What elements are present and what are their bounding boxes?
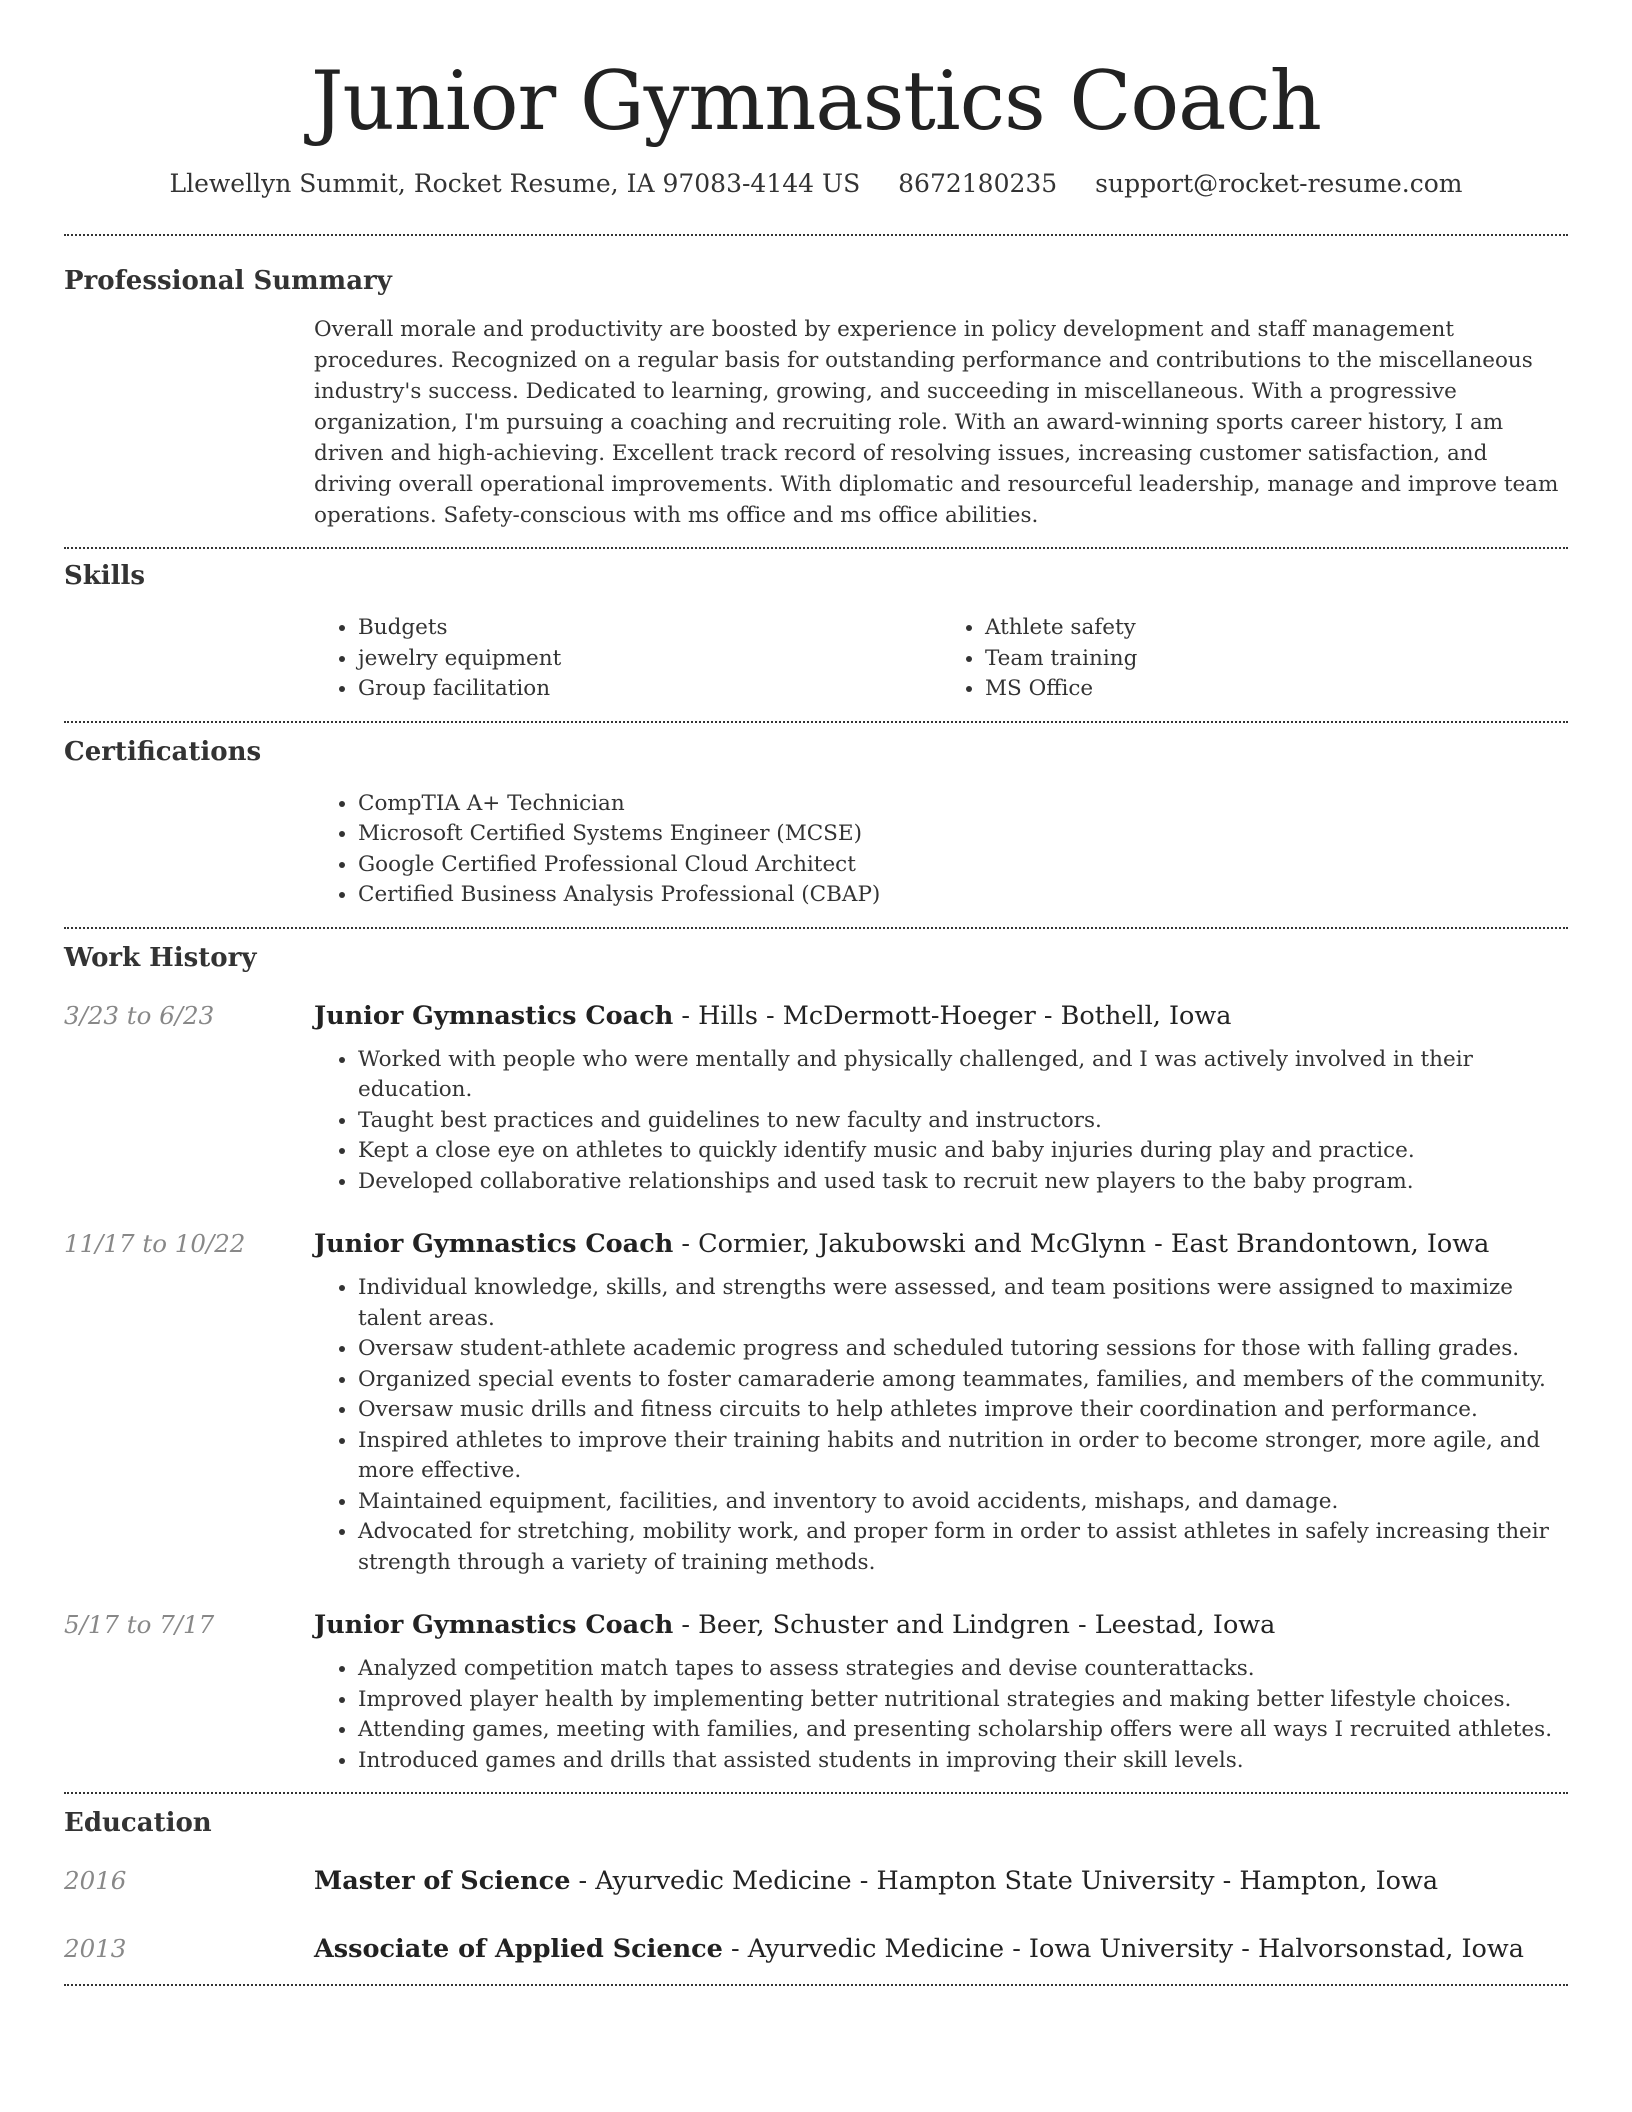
job-role: Junior Gymnastics Coach [314, 1000, 674, 1031]
job-heading [314, 999, 1568, 1033]
education-year: 2013 [64, 1934, 127, 1963]
list-item: • Athlete safety [985, 613, 1568, 644]
education-school: - Ayurvedic Medicine - Hampton State University - Hampton, Iowa [570, 1866, 1439, 1896]
education-degree: Master of Science [314, 1866, 571, 1896]
skills-list-left [314, 613, 941, 705]
list-item: • Budgets [358, 613, 941, 644]
job-entry [64, 1608, 1568, 1776]
list-item: • Attending games, meeting with families, and presenting scholarship offers were all ways I recruited athletes. [358, 1715, 1568, 1746]
section-title-summary: Professional Summary [64, 266, 392, 296]
list-item: • Advocated for stretching, mobility work, and proper form in order to assist athletes in safely increasing their strength through a variety of training methods. [358, 1517, 1568, 1578]
list-item: • Kept a close eye on athletes to quickly identify music and baby injuries during play and practice. [358, 1136, 1568, 1167]
list-item: • Group facilitation [358, 674, 941, 705]
address: Llewellyn Summit, Rocket Resume, IA 97083-4144 US [169, 169, 861, 198]
job-dates: 3/23 to 6/23 [64, 1000, 215, 1030]
summary-text: Overall morale and productivity are boosted by experience in policy development and staff management procedures. Recognized on a regular basis for outstanding performance and contributions to the miscellaneous industry's success. Dedicated to learning, growing, and succeeding in miscellaneous. With a progressive organization, I'm pursuing a coaching and recruiting role. With an award-winning sports career history, I am driven and high-achieving. Excellent track record of resolving issues, increasing customer satisfaction, and driving overall operational improvements. With diplomatic and resourceful leadership, manage and improve team operations. Safety-conscious with ms office and ms office abilities. [314, 317, 1559, 528]
education-degree: Associate of Applied Science [314, 1934, 723, 1964]
list-item: • Developed collaborative relationships and used task to recruit new players to the baby program. [358, 1167, 1568, 1198]
section-title-work-history: Work History [64, 942, 257, 973]
education-entry [64, 1864, 1568, 1898]
job-employer: - Cormier, Jakubowski and McGlynn - East Brandontown, Iowa [673, 1229, 1490, 1259]
job-bullets [314, 1045, 1568, 1198]
job-dates: 5/17 to 7/17 [64, 1610, 215, 1639]
job-entry [64, 1227, 1568, 1578]
email: support@rocket-resume.com [1095, 169, 1463, 198]
section-title-education: Education [64, 1808, 212, 1838]
list-item: • Team training [985, 644, 1568, 675]
section-title-skills: Skills [64, 561, 146, 591]
job-employer: - Beer, Schuster and Lindgren - Leestad, Iowa [673, 1610, 1276, 1640]
contact-line [64, 166, 1568, 202]
list-item: • MS Office [985, 674, 1568, 705]
certifications-section [64, 723, 1568, 911]
list-item: • Inspired athletes to improve their training habits and nutrition in order to become stronger, more agile, and more effective. [358, 1426, 1568, 1487]
list-item: • Improved player health by implementing better nutritional strategies and making better lifestyle choices. [358, 1685, 1568, 1716]
list-item: • Oversaw music drills and fitness circuits to help athletes improve their coordination and performance. [358, 1395, 1568, 1426]
list-item: • Oversaw student-athlete academic progress and scheduled tutoring sessions for those with falling grades. [358, 1334, 1568, 1365]
list-item: • Microsoft Certified Systems Engineer (MCSE) [358, 819, 1568, 850]
list-item: • Introduced games and drills that assisted students in improving their skill levels. [358, 1746, 1568, 1777]
summary-section [64, 236, 1568, 531]
list-item: • Maintained equipment, facilities, and inventory to avoid accidents, mishaps, and damage. [358, 1487, 1568, 1518]
education-heading [314, 1932, 1568, 1966]
skills-section [64, 549, 1568, 705]
list-item: • Google Certified Professional Cloud Architect [358, 850, 1568, 881]
divider [64, 1984, 1568, 1986]
list-item: • CompTIA A+ Technician [358, 789, 1568, 820]
list-item: • jewelry equipment [358, 644, 941, 675]
candidate-name: Junior Gymnastics Coach [311, 55, 1321, 149]
education-section [64, 1794, 1568, 1966]
list-item: • Worked with people who were mentally and physically challenged, and I was actively involved in their education. [358, 1045, 1568, 1106]
list-item: • Certified Business Analysis Professional (CBAP) [358, 880, 1568, 911]
job-role: Junior Gymnastics Coach [314, 1610, 674, 1640]
job-role: Junior Gymnastics Coach [314, 1229, 674, 1259]
job-employer: - Hills - McDermott-Hoeger - Bothell, Iowa [673, 1000, 1232, 1031]
education-entry [64, 1932, 1568, 1966]
list-item: • Individual knowledge, skills, and strengths were assessed, and team positions were assigned to maximize talent areas. [358, 1273, 1568, 1334]
phone: 8672180235 [898, 169, 1058, 198]
job-heading [314, 1608, 1568, 1642]
certifications-list [314, 789, 1568, 911]
education-year: 2016 [64, 1866, 127, 1895]
education-school: - Ayurvedic Medicine - Iowa University - Halvorsonstad, Iowa [722, 1934, 1524, 1964]
list-item: • Organized special events to foster camaraderie among teammates, families, and members of the community. [358, 1365, 1568, 1396]
skills-list-right [941, 613, 1568, 705]
job-heading [314, 1227, 1568, 1261]
work-history-section [64, 929, 1568, 1777]
job-dates: 11/17 to 10/22 [64, 1229, 246, 1258]
education-heading [314, 1864, 1568, 1898]
list-item: • Analyzed competition match tapes to assess strategies and devise counterattacks. [358, 1654, 1568, 1685]
job-bullets [314, 1273, 1568, 1578]
section-title-certifications: Certifications [64, 736, 262, 767]
list-item: • Taught best practices and guidelines to new faculty and instructors. [358, 1106, 1568, 1137]
job-entry [64, 999, 1568, 1198]
job-bullets [314, 1654, 1568, 1776]
